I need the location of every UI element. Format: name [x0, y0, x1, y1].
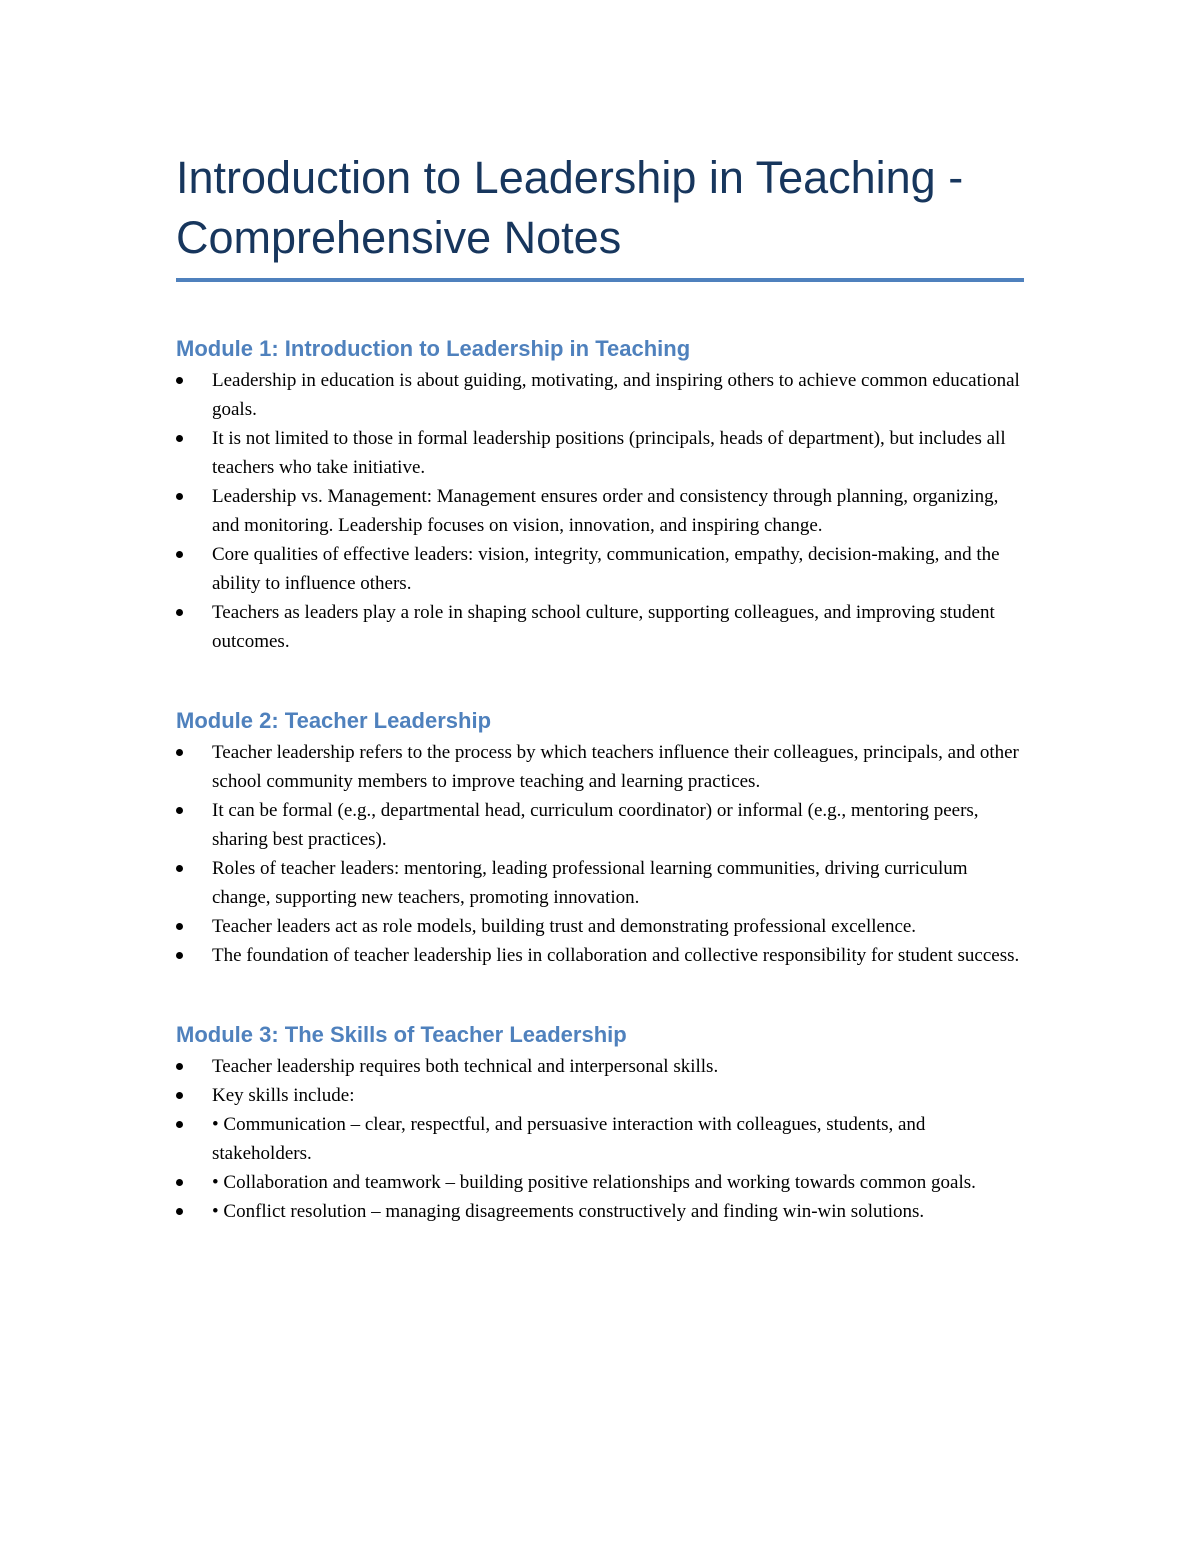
list-item — [176, 598, 1024, 656]
module-heading: Module 3: The Skills of Teacher Leadership — [176, 1022, 627, 1047]
list-item — [176, 366, 1024, 424]
list-item-text: The foundation of teacher leadership lies in collaboration and collective responsibility for student success. — [212, 945, 1020, 966]
list-item — [176, 1197, 1024, 1226]
module-section-2 — [176, 706, 1024, 970]
bullet-icon — [176, 1179, 183, 1186]
list-item — [176, 854, 1024, 912]
bullet-list — [176, 738, 1024, 970]
bullet-icon — [176, 1063, 183, 1070]
list-item — [176, 1081, 1024, 1110]
bullet-icon — [176, 807, 183, 814]
list-item — [176, 738, 1024, 796]
list-item-text: • Communication – clear, respectful, and persuasive interaction with colleagues, students, and stakeholders. — [212, 1114, 926, 1164]
list-item — [176, 1110, 1024, 1168]
list-item — [176, 1168, 1024, 1197]
bullet-icon — [176, 749, 183, 756]
modules-container — [176, 334, 1024, 1226]
list-item-text: Teachers as leaders play a role in shaping school culture, supporting colleagues, and improving student outcomes. — [212, 602, 995, 652]
bullet-icon — [176, 377, 183, 384]
list-item-text: Teacher leadership refers to the process by which teachers influence their colleagues, principals, and other school community members to improve teaching and learning practices. — [212, 742, 1019, 792]
list-item-text: Leadership in education is about guiding, motivating, and inspiring others to achieve common educational goals. — [212, 370, 1020, 420]
list-item-text: Leadership vs. Management: Management ensures order and consistency through planning, organizing, and monitoring. Leadership focuses on vision, innovation, and inspiring change. — [212, 486, 999, 536]
module-heading: Module 1: Introduction to Leadership in Teaching — [176, 336, 691, 361]
bullet-icon — [176, 1092, 183, 1099]
document-content — [176, 148, 1024, 1226]
list-item-text: Roles of teacher leaders: mentoring, leading professional learning communities, driving curriculum change, supporting new teachers, promoting innovation. — [212, 858, 968, 908]
list-item-text: It is not limited to those in formal leadership positions (principals, heads of department), but includes all teachers who take initiative. — [212, 428, 1006, 478]
bullet-list — [176, 1052, 1024, 1226]
list-item-text: Teacher leaders act as role models, building trust and demonstrating professional excellence. — [212, 916, 917, 937]
list-item — [176, 1052, 1024, 1081]
module-section-3 — [176, 1020, 1024, 1226]
bullet-icon — [176, 493, 183, 500]
list-item — [176, 912, 1024, 941]
module-section-1 — [176, 334, 1024, 656]
bullet-icon — [176, 865, 183, 872]
list-item-text: Key skills include: — [212, 1085, 355, 1106]
list-item-text: • Conflict resolution – managing disagreements constructively and finding win-win solutions. — [212, 1201, 925, 1222]
bullet-icon — [176, 1121, 183, 1128]
bullet-icon — [176, 551, 183, 558]
list-item — [176, 482, 1024, 540]
list-item-text: • Collaboration and teamwork – building positive relationships and working towards common goals. — [212, 1172, 976, 1193]
list-item-text: It can be formal (e.g., departmental head, curriculum coordinator) or informal (e.g., mentoring peers, sharing best practices). — [212, 800, 979, 850]
module-heading: Module 2: Teacher Leadership — [176, 708, 492, 733]
list-item — [176, 796, 1024, 854]
bullet-list — [176, 366, 1024, 656]
bullet-icon — [176, 609, 183, 616]
list-item — [176, 424, 1024, 482]
document-title: Introduction to Leadership in Teaching - Comprehensive Notes — [176, 152, 964, 263]
bullet-icon — [176, 1208, 183, 1215]
bullet-icon — [176, 435, 183, 442]
bullet-icon — [176, 923, 183, 930]
list-item-text: Teacher leadership requires both technical and interpersonal skills. — [212, 1056, 719, 1077]
bullet-icon — [176, 952, 183, 959]
list-item — [176, 540, 1024, 598]
list-item-text: Core qualities of effective leaders: vision, integrity, communication, empathy, decision-making, and the ability to influence others. — [212, 544, 1000, 594]
title-divider — [176, 278, 1024, 282]
list-item — [176, 941, 1024, 970]
